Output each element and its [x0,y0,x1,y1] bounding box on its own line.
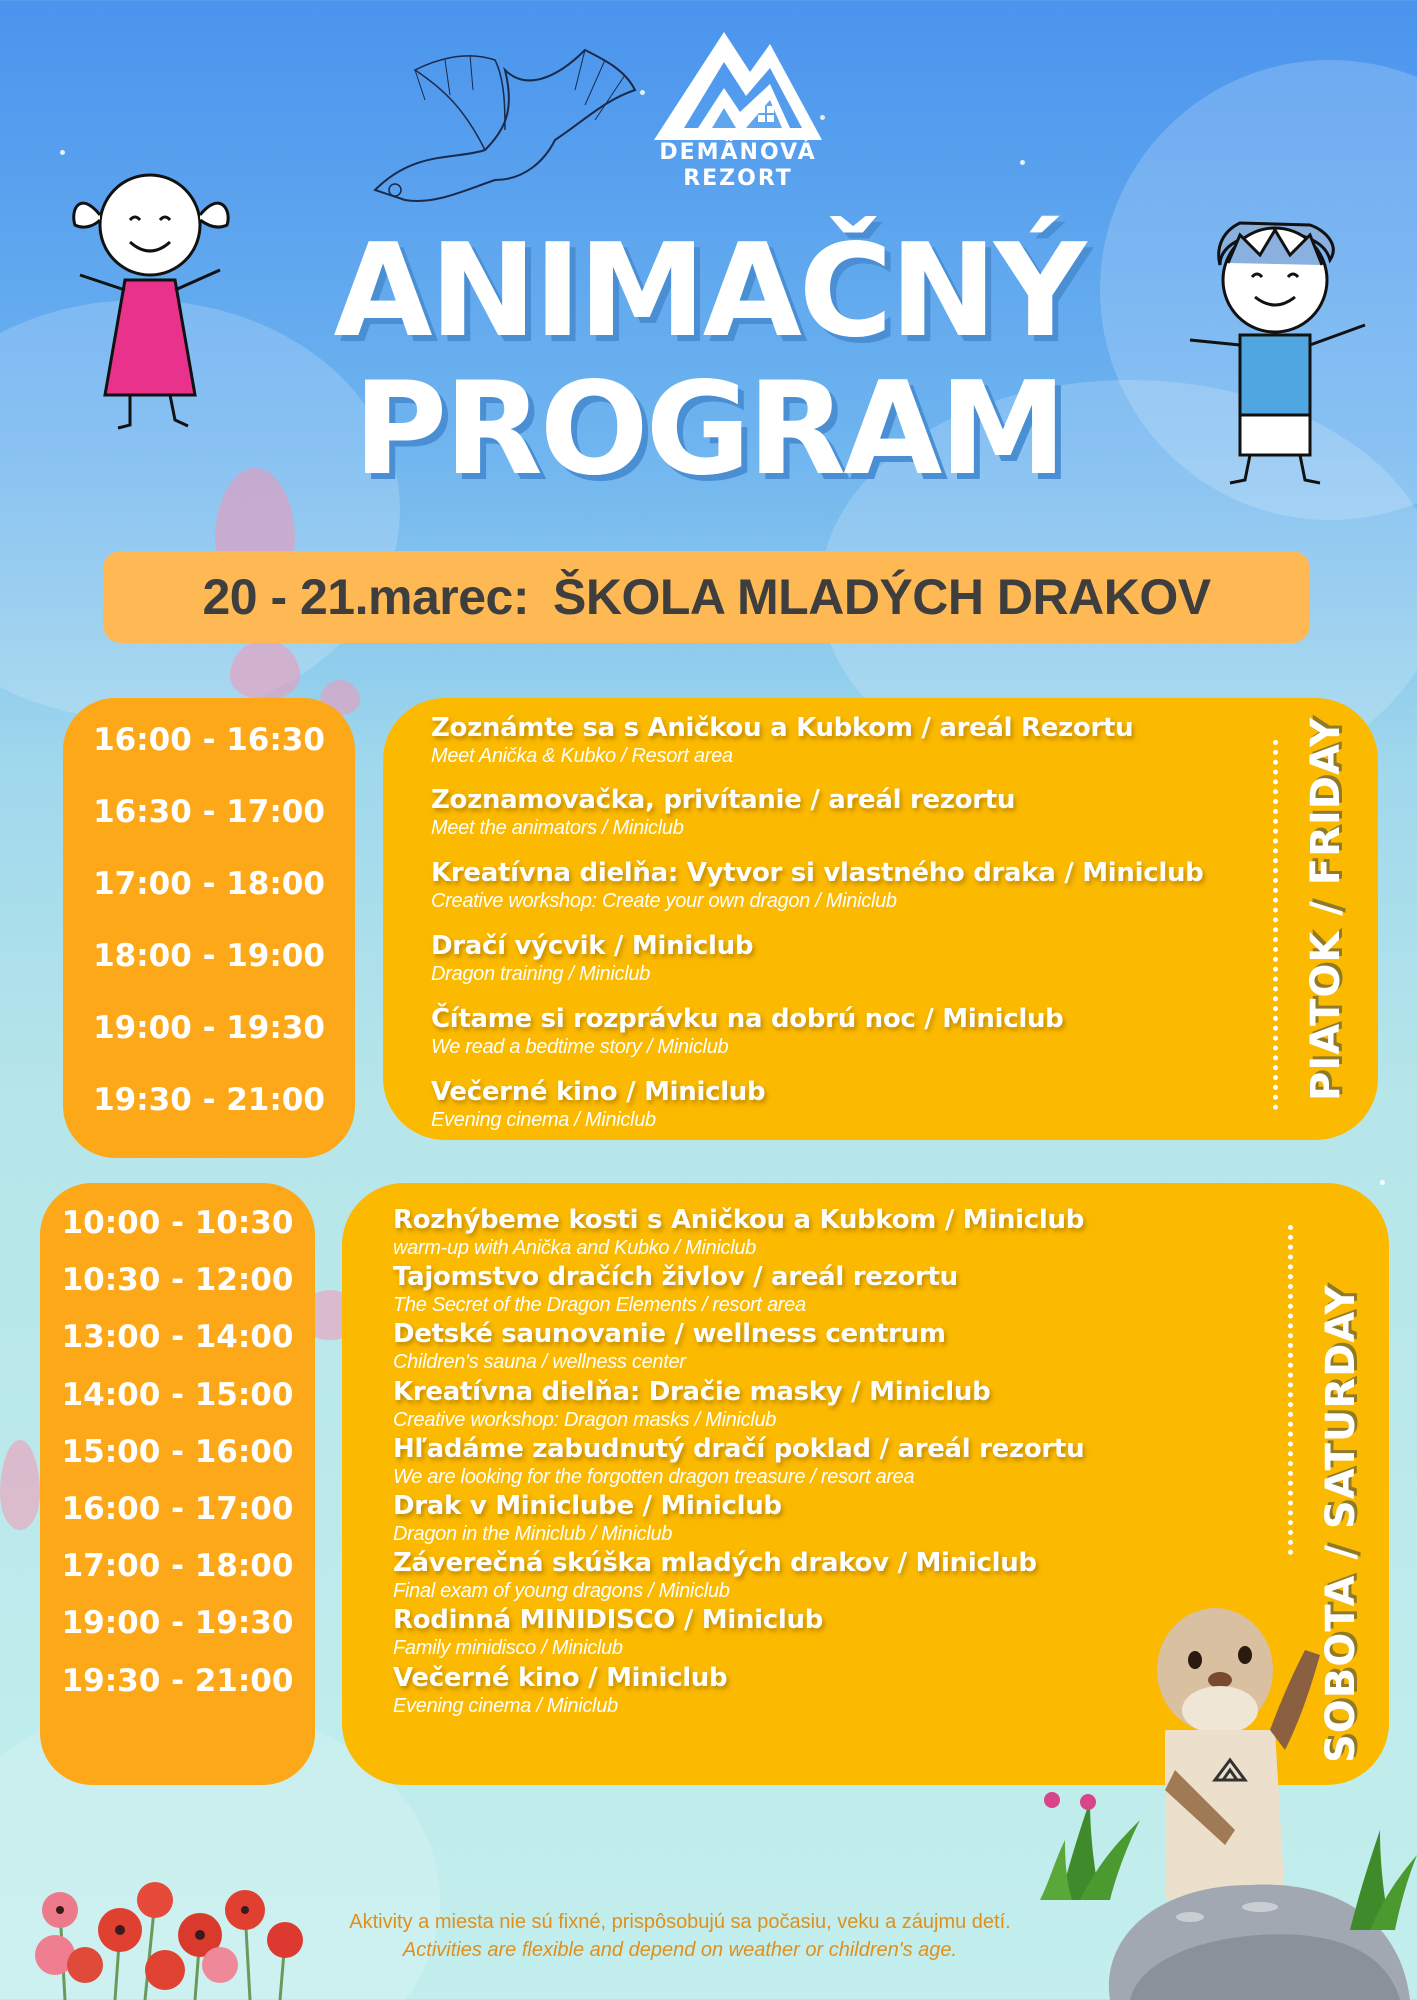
time-slot: 19:00 - 19:30 [93,1010,325,1046]
activity-item [393,1205,1084,1260]
dotted-divider [1273,740,1278,1110]
activity-item [393,1434,1084,1489]
activity-title-sk: Tajomstvo dračích živlov / areál rezortu [393,1262,958,1293]
activity-item [431,713,1133,768]
activity-item [431,1077,765,1132]
time-slot: 19:00 - 19:30 [61,1605,294,1642]
activity-title-sk: Záverečná skúška mladých drakov / Miniclub [393,1548,1037,1579]
time-slot: 16:00 - 16:30 [93,722,325,758]
page-title-line1: ANIMAČNÝ [333,217,1084,366]
time-slot: 10:30 - 12:00 [61,1262,294,1299]
activity-item [431,785,1015,840]
activity-title-en: Meet the animators / Miniclub [431,817,684,839]
dragon-sketch-illustration [355,30,645,220]
saturday-time-column [40,1183,315,1785]
activity-title-sk: Detské saunovanie / wellness centrum [393,1319,946,1350]
activity-item [431,1004,1064,1059]
activity-title-sk: Zoznámte sa s Aničkou a Kubkom / areál Rezortu [431,713,1134,743]
time-slot: 16:30 - 17:00 [93,794,325,830]
activity-title-en: The Secret of the Dragon Elements / resort area [393,1294,806,1317]
activity-title-en: Dragon in the Miniclub / Miniclub [393,1523,673,1545]
activity-title-sk: Rodinná MINIDISCO / Miniclub [393,1605,824,1636]
activity-title-en: Dragon training / Miniclub [431,963,650,985]
sparkle [1020,160,1025,165]
sparkle [1380,1180,1385,1185]
footer-note-en: Activities are flexible and depend on weather or children's age. [402,1939,958,1961]
grass-illustration [1340,1820,1417,1930]
activity-title-sk: Zoznamovačka, privítanie / areál rezortu [431,785,1016,815]
activity-title-sk: Kreatívna dielňa: Dračie masky / Miniclub [393,1376,991,1407]
time-slot: 16:00 - 17:00 [61,1491,294,1527]
activity-title-sk: Drak v Miniclube / Miniclub [393,1491,782,1521]
event-theme: ŠKOLA MLADÝCH DRAKOV [552,569,1211,625]
activity-item [393,1491,782,1546]
activity-title-sk: Večerné kino / Miniclub [393,1662,728,1693]
activity-title-sk: Čítame si rozprávku na dobrú noc / Miniclub [431,1004,1064,1034]
sparkle [60,150,65,155]
activity-title-sk: Kreatívna dielňa: Vytvor si vlastného draka / Miniclub [431,858,1204,888]
activity-item [393,1377,990,1432]
activity-item [393,1605,823,1660]
mountain-house-icon [654,32,822,140]
logo-text-line1: DEMÄNOVÁ [659,140,817,165]
grass-illustration [1040,1780,1150,1900]
footer-note-sk: Aktivity a miesta nie sú fixné, prispôsobujú sa počasiu, veku a záujmu detí. [349,1911,1011,1933]
activity-item [393,1262,958,1317]
activity-title-en: Meet Anička & Kubko / Resort area [431,745,733,767]
activity-title-en: Creative workshop: Create your own dragon / Miniclub [431,890,897,912]
activity-title-sk: Večerné kino / Miniclub [431,1077,766,1107]
activity-title-en: We are looking for the forgotten dragon treasure / resort area [393,1465,915,1488]
page-title-line2: PROGRAM [353,355,1064,504]
time-slot: 13:00 - 14:00 [61,1319,294,1356]
friday-activities-panel [383,698,1378,1140]
activity-title-en: Evening cinema / Miniclub [431,1109,656,1131]
time-slot: 17:00 - 18:00 [61,1548,294,1585]
activity-item [393,1319,946,1374]
activity-title-en: We read a bedtime story / Miniclub [431,1036,729,1058]
time-slot: 18:00 - 19:00 [93,938,325,974]
poppy-flowers-illustration [15,1880,305,2000]
time-slot: 14:00 - 15:00 [61,1376,294,1413]
activity-item [431,931,753,986]
activity-item [431,858,1203,913]
time-slot: 17:00 - 18:00 [93,866,325,902]
activity-title-en: warm-up with Anička and Kubko / Miniclub [393,1237,756,1259]
activity-item [393,1548,1037,1603]
day-label-saturday: SOBOTA / SATURDAY [1318,1284,1364,1763]
dotted-divider [1288,1225,1293,1555]
activity-title-en: Final exam of young dragons / Miniclub [393,1580,730,1603]
pink-petal-decoration [0,1440,40,1530]
time-slot: 19:30 - 21:00 [61,1662,294,1699]
activity-title-sk: Rozhýbeme kosti s Aničkou a Kubkom / Miniclub [393,1205,1085,1235]
event-dates: 20 - 21.marec: [202,569,529,625]
activity-title-sk: Dračí výcvik / Miniclub [431,931,754,961]
activity-title-en: Family minidisco / Miniclub [393,1637,623,1660]
footer-note [280,1908,1080,1964]
day-label-friday: PIATOK / FRIDAY [1303,716,1349,1101]
activity-title-en: Evening cinema / Miniclub [393,1694,618,1717]
time-slot: 19:30 - 21:00 [93,1082,325,1118]
time-slot: 15:00 - 16:00 [61,1433,294,1470]
time-slot: 10:00 - 10:30 [61,1205,294,1241]
activity-title-en: Creative workshop: Dragon masks / Miniclub [393,1408,777,1431]
logo-text-line2: REZORT [683,166,793,191]
demanova-rezort-logo [652,32,824,192]
activity-item [393,1663,727,1718]
activity-title-sk: Hľadáme zabudnutý dračí poklad / areál rezortu [393,1433,1085,1464]
event-banner [103,551,1310,643]
friday-time-column [63,698,355,1158]
activity-title-en: Children's sauna / wellness center [393,1351,686,1374]
